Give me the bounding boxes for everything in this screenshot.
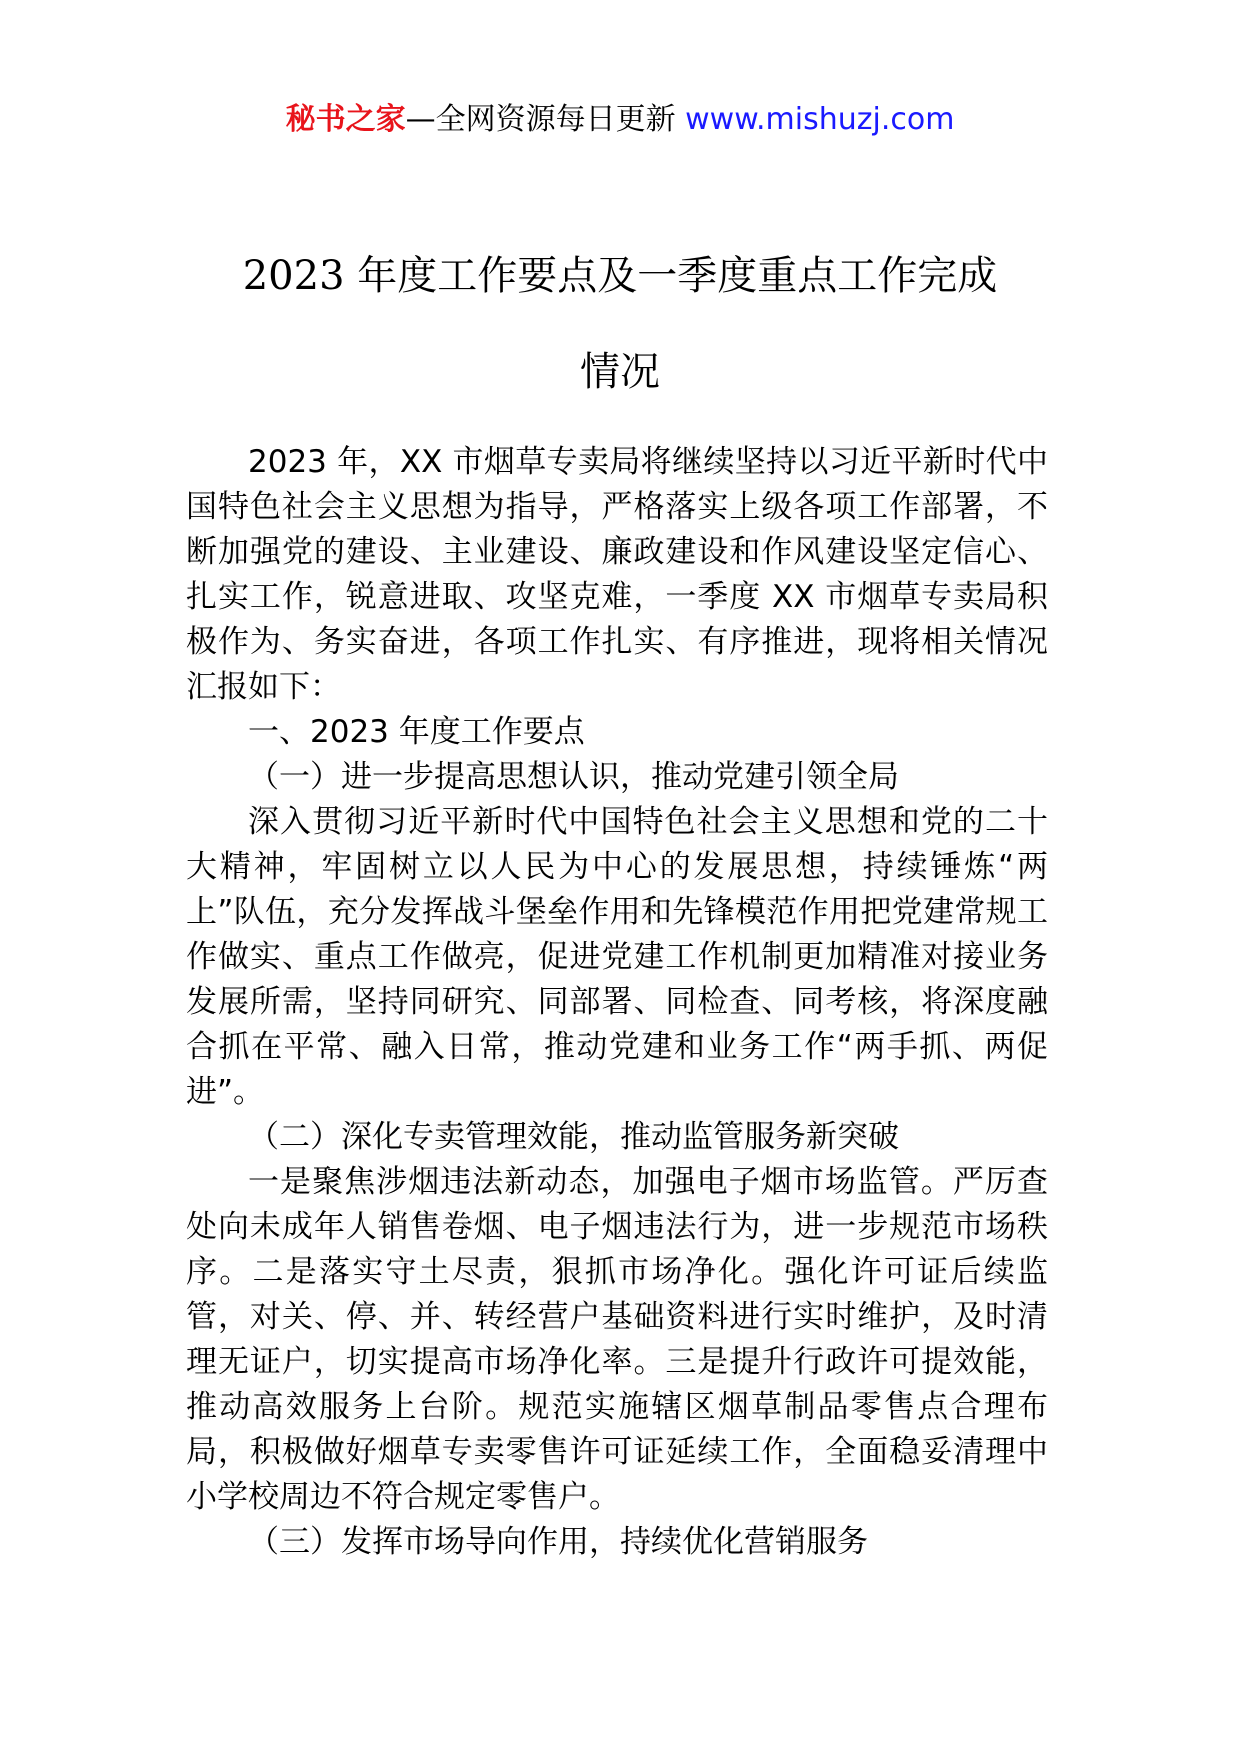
subsection-body-2: 一是聚焦涉烟违法新动态，加强电子烟市场监管。严厉查处向未成年人销售卷烟、电子烟违法行为，进一步规范市场秩序。二是落实守土尽责，狠抓市场净化。强化许可证后续监管，对关、停、并、转经营户基础资料进行实时维护，及时清理无证户，切实提高市场净化率。三是提升行政许可提效能，推动高效服务上台阶。规范实施辖区烟草制品零售点合理布局，积极做好烟草专卖零售许可证延续工作，全面稳妥清理中小学校周边不符合规定零售户。 [186,1164,1048,1515]
site-brand: 秘书之家 [285,102,406,137]
site-url-link[interactable]: www.mishuzj.com [685,102,955,137]
section-heading-1: 一、2023 年度工作要点 [248,714,585,750]
site-header [0,100,1240,140]
document-title [0,228,1240,420]
subsection-heading-1: （一）进一步提高思想认识，推动党建引领全局 [248,759,899,795]
intro-paragraph: 2023 年，XX 市烟草专卖局将继续坚持以习近平新时代中国特色社会主义思想为指导，严格落实上级各项工作部署，不断加强党的建设、主业建设、廉政建设和作风建设坚定信心、扎实工作，锐意进取、攻坚克难，一季度 XX 市烟草专卖局积极作为、务实奋进，各项工作扎实、有序推进，现将相关情况汇报如下： [186,444,1048,705]
title-line-2: 情况 [580,349,660,395]
title-line-1: 2023 年度工作要点及一季度重点工作完成 [242,253,998,299]
document-body [186,440,1048,1565]
subsection-body-1: 深入贯彻习近平新时代中国特色社会主义思想和党的二十大精神，牢固树立以人民为中心的发展思想，持续锤炼“两上”队伍，充分发挥战斗堡垒作用和先锋模范作用把党建常规工作做实、重点工作做亮，促进党建工作机制更加精准对接业务发展所需，坚持同研究、同部署、同检查、同考核，将深度融合抓在平常、融入日常，推动党建和业务工作“两手抓、两促进”。 [186,804,1048,1110]
site-slogan: —全网资源每日更新 [405,102,676,137]
subsection-heading-2: （二）深化专卖管理效能，推动监管服务新突破 [248,1119,899,1155]
subsection-heading-3: （三）发挥市场导向作用，持续优化营销服务 [248,1524,868,1560]
